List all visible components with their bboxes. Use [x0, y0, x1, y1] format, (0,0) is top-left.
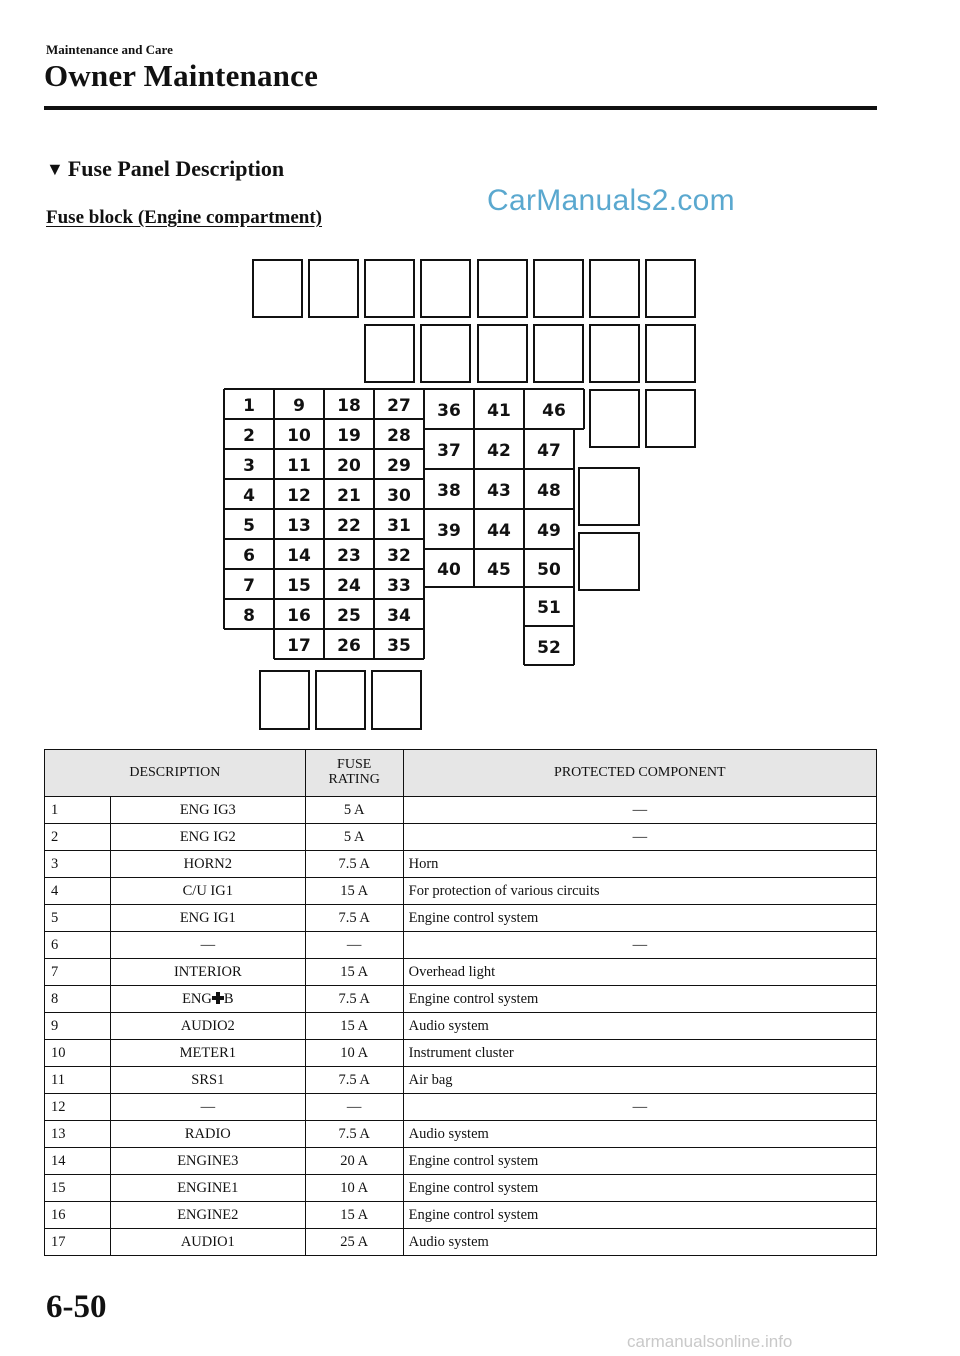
rating-cell: 10 A [305, 1175, 403, 1202]
sub-heading-text: Fuse Panel Description [67, 156, 285, 181]
fuse-number: 5 [243, 516, 255, 536]
fuse-number: 22 [337, 516, 361, 536]
table-row [45, 959, 877, 986]
fuse-number: 39 [437, 521, 461, 541]
fuse-number: 27 [387, 396, 411, 416]
table-row [45, 797, 877, 824]
table-row [45, 1013, 877, 1040]
description-cell: AUDIO2 [110, 1013, 305, 1040]
fuse-number: 4 [243, 486, 255, 506]
rating-cell: 25 A [305, 1229, 403, 1256]
rating-cell: 7.5 A [305, 1121, 403, 1148]
fuse-number: 41 [487, 401, 511, 421]
description-cell: C/U IG1 [110, 878, 305, 905]
table-row [45, 824, 877, 851]
fuse-table [44, 749, 877, 1256]
component-cell: Engine control system [403, 1148, 876, 1175]
rating-cell: 10 A [305, 1040, 403, 1067]
description-cell: AUDIO1 [110, 1229, 305, 1256]
fuse-number-cell: 3 [45, 851, 111, 878]
fuse-number: 48 [537, 481, 561, 501]
rating-cell: 5 A [305, 824, 403, 851]
fuse-number: 23 [337, 546, 361, 566]
watermark: CarManuals2.com [487, 184, 735, 217]
table-row [45, 1229, 877, 1256]
section-label: Maintenance and Care [46, 42, 173, 57]
rating-cell: — [305, 932, 403, 959]
fuse-number: 31 [387, 516, 411, 536]
fuse-number: 49 [537, 521, 561, 541]
fuse-number: 20 [337, 456, 361, 476]
table-row [45, 932, 877, 959]
column-header-fuse-rating [305, 750, 403, 797]
component-cell: Air bag [403, 1067, 876, 1094]
fuse-number: 29 [387, 456, 411, 476]
fuse-number: 14 [287, 546, 311, 566]
rating-cell: 15 A [305, 1202, 403, 1229]
fuse-rating-line-2: RATING [328, 772, 380, 787]
fuse-number-cell: 12 [45, 1094, 111, 1121]
fuse-number-cell: 14 [45, 1148, 111, 1175]
fuse-number: 21 [337, 486, 361, 506]
column-header-protected-component: PROTECTED COMPONENT [403, 750, 876, 797]
component-cell: Engine control system [403, 905, 876, 932]
table-row [45, 1202, 877, 1229]
fuse-number: 36 [437, 401, 461, 421]
fuse-number: 30 [387, 486, 411, 506]
fuse-number-cell: 13 [45, 1121, 111, 1148]
component-cell: — [403, 932, 876, 959]
description-cell: ENGINE2 [110, 1202, 305, 1229]
rating-cell: 15 A [305, 959, 403, 986]
table-header-row [45, 750, 877, 797]
fuse-number-cell: 16 [45, 1202, 111, 1229]
component-cell: Audio system [403, 1229, 876, 1256]
fuse-number: 13 [287, 516, 311, 536]
rating-cell: — [305, 1094, 403, 1121]
fuse-number: 18 [337, 396, 361, 416]
rating-cell: 20 A [305, 1148, 403, 1175]
fuse-number: 50 [537, 560, 561, 580]
fuse-number-cell: 10 [45, 1040, 111, 1067]
table-row [45, 1175, 877, 1202]
fuse-number: 28 [387, 426, 411, 446]
fuse-number: 34 [387, 606, 411, 626]
fuse-number: 9 [293, 396, 305, 416]
component-cell: Overhead light [403, 959, 876, 986]
page-number: 6-50 [46, 1289, 107, 1325]
fuse-number: 19 [337, 426, 361, 446]
fuse-number: 35 [387, 636, 411, 656]
component-cell: For protection of various circuits [403, 878, 876, 905]
description-text: ENG [182, 990, 212, 1007]
table-row [45, 1121, 877, 1148]
fuse-number: 10 [287, 426, 311, 446]
component-cell: Audio system [403, 1121, 876, 1148]
fuse-number-cell: 4 [45, 878, 111, 905]
component-cell: Audio system [403, 1013, 876, 1040]
table-row [45, 905, 877, 932]
rating-cell: 7.5 A [305, 1067, 403, 1094]
fuse-number: 1 [243, 396, 255, 416]
fuse-number: 52 [537, 638, 561, 658]
rating-cell: 7.5 A [305, 851, 403, 878]
component-cell: — [403, 797, 876, 824]
rating-cell: 5 A [305, 797, 403, 824]
description-cell [110, 986, 305, 1013]
rating-cell: 15 A [305, 878, 403, 905]
fuse-number: 2 [243, 426, 255, 446]
column-header-description: DESCRIPTION [45, 750, 306, 797]
fuse-number: 26 [337, 636, 361, 656]
fuse-number: 42 [487, 441, 511, 461]
table-row [45, 1040, 877, 1067]
table-row [45, 1067, 877, 1094]
fuse-number: 25 [337, 606, 361, 626]
fuse-number: 44 [487, 521, 511, 541]
fuse-number: 37 [437, 441, 461, 461]
fuse-number: 7 [243, 576, 255, 596]
component-cell: Engine control system [403, 986, 876, 1013]
table-row [45, 1148, 877, 1175]
description-cell: ENG IG2 [110, 824, 305, 851]
footer-watermark: carmanualsonline.info [627, 1332, 793, 1351]
fuse-number: 15 [287, 576, 311, 596]
description-cell: RADIO [110, 1121, 305, 1148]
fuse-number: 17 [287, 636, 311, 656]
fuse-number: 43 [487, 481, 511, 501]
component-cell: — [403, 1094, 876, 1121]
fuse-number: 6 [243, 546, 255, 566]
fuse-number: 12 [287, 486, 311, 506]
rating-cell: 7.5 A [305, 905, 403, 932]
table-row [45, 986, 877, 1013]
fuse-rating-line-1: FUSE [337, 757, 372, 773]
description-cell: ENG IG3 [110, 797, 305, 824]
component-cell: Instrument cluster [403, 1040, 876, 1067]
fuse-number: 8 [243, 606, 255, 626]
table-row [45, 878, 877, 905]
fuse-number: 33 [387, 576, 411, 596]
fuse-number-cell: 6 [45, 932, 111, 959]
description-cell: — [110, 1094, 305, 1121]
fuse-number: 51 [537, 598, 561, 618]
rating-cell: 7.5 A [305, 986, 403, 1013]
fuse-number-cell: 1 [45, 797, 111, 824]
fuse-number: 45 [487, 560, 511, 580]
description-cell: ENGINE3 [110, 1148, 305, 1175]
fuse-block-title: Fuse block (Engine compartment) [46, 207, 323, 228]
table-row [45, 851, 877, 878]
description-suffix: B [223, 990, 234, 1007]
page-title: Owner Maintenance [44, 58, 319, 93]
description-cell: — [110, 932, 305, 959]
description-cell: ENGINE1 [110, 1175, 305, 1202]
component-cell: Engine control system [403, 1175, 876, 1202]
description-cell: INTERIOR [110, 959, 305, 986]
fuse-number-cell: 9 [45, 1013, 111, 1040]
fuse-number: 38 [437, 481, 461, 501]
fuse-number: 46 [542, 401, 566, 421]
fuse-number: 3 [243, 456, 255, 476]
fuse-number-cell: 5 [45, 905, 111, 932]
fuse-number: 47 [537, 441, 561, 461]
fuse-number-cell: 2 [45, 824, 111, 851]
component-cell: Engine control system [403, 1202, 876, 1229]
plus-icon [212, 992, 224, 1004]
fuse-number: 32 [387, 546, 411, 566]
fuse-number-cell: 7 [45, 959, 111, 986]
component-cell: Horn [403, 851, 876, 878]
fuse-number: 16 [287, 606, 311, 626]
fuse-number: 40 [437, 560, 461, 580]
fuse-number: 11 [287, 456, 311, 476]
fuse-number-cell: 11 [45, 1067, 111, 1094]
table-row [45, 1094, 877, 1121]
description-cell: SRS1 [110, 1067, 305, 1094]
rating-cell: 15 A [305, 1013, 403, 1040]
fuse-number-cell: 15 [45, 1175, 111, 1202]
triangle-down-icon: ▼ [46, 158, 64, 179]
description-cell: METER1 [110, 1040, 305, 1067]
fuse-number-cell: 17 [45, 1229, 111, 1256]
description-cell: HORN2 [110, 851, 305, 878]
description-cell: ENG IG1 [110, 905, 305, 932]
fuse-number: 24 [337, 576, 361, 596]
component-cell: — [403, 824, 876, 851]
fuse-number-cell: 8 [45, 986, 111, 1013]
